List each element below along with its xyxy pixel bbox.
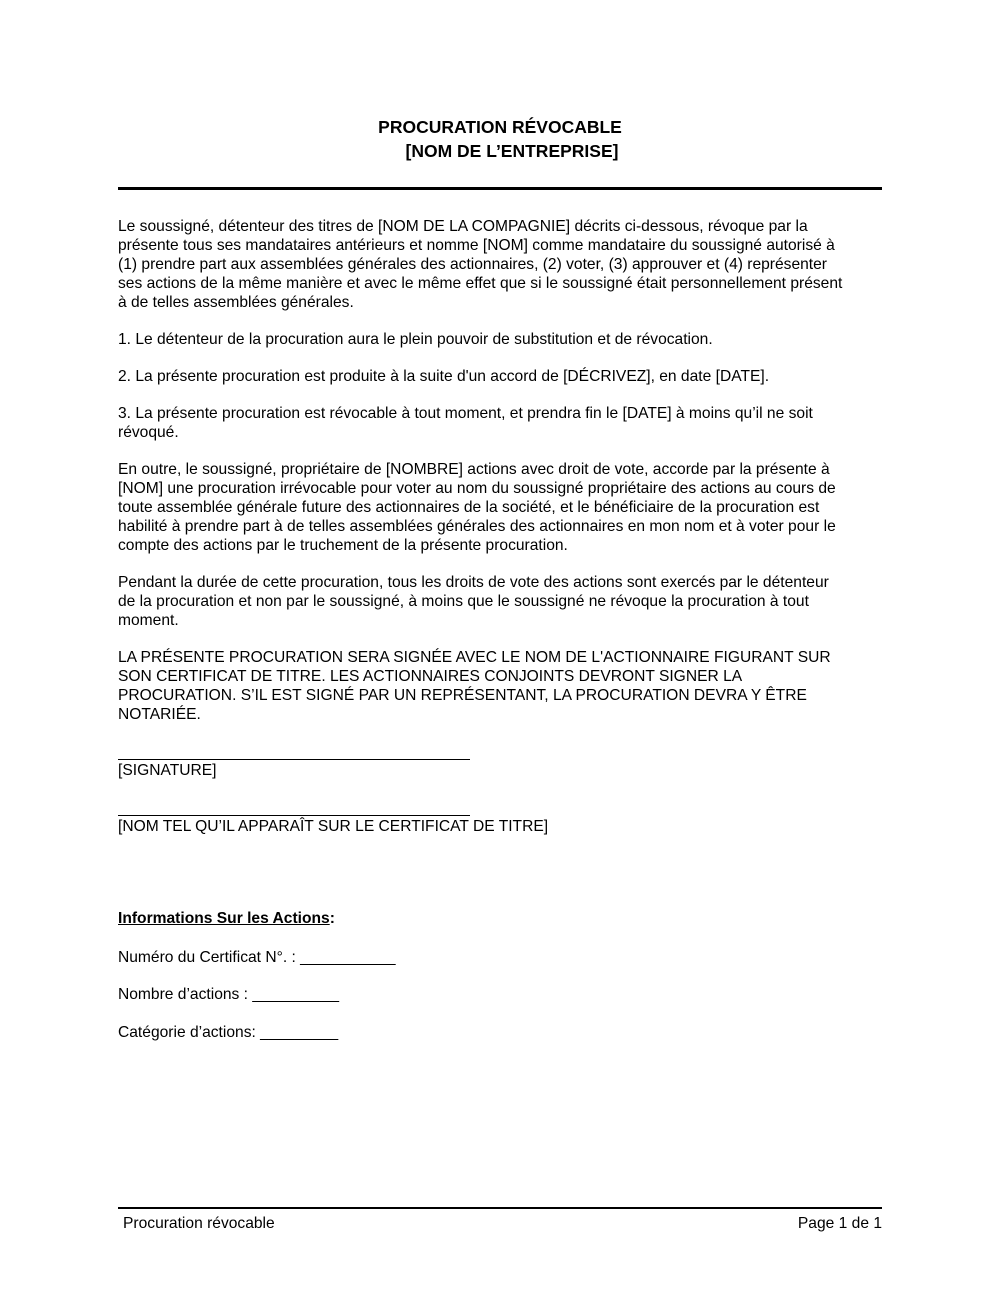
certificate-number-field: Numéro du Certificat N°. : ___________ <box>118 949 396 966</box>
intro-paragraph <box>118 217 842 312</box>
shares-heading <box>118 909 335 928</box>
text-line: compte des actions par le truchement de la présente procuration. <box>118 537 568 554</box>
name-label: [NOM TEL QU’IL APPARAÎT SUR LE CERTIFICAT DE TITRE] <box>118 818 549 835</box>
text-line: [NOM] une procuration irrévocable pour voter au nom du soussigné propriétaire des actions au cours de <box>118 480 836 497</box>
page-number: Page 1 de 1 <box>797 1215 882 1232</box>
signature-label: [SIGNATURE] <box>118 762 217 779</box>
footer-rule <box>118 1207 882 1209</box>
signing-notice <box>118 648 831 724</box>
clause-1: 1. Le détenteur de la procuration aura le plein pouvoir de substitution et de révocation. <box>118 331 713 348</box>
clause-3 <box>118 404 813 442</box>
text-line: ses actions de la même manière et avec le même effet que si le soussigné était personnellement présent <box>118 275 843 292</box>
footer-title: Procuration révocable <box>123 1215 275 1232</box>
text-line: à de telles assemblées générales. <box>118 294 354 311</box>
share-category-field: Catégorie d’actions: _________ <box>118 1024 339 1041</box>
text-line: En outre, le soussigné, propriétaire de [NOMBRE] actions avec droit de vote, accorde par la présente à <box>118 461 830 478</box>
signature-line <box>118 759 470 760</box>
text-line: révoqué. <box>118 424 179 441</box>
text-line: LA PRÉSENTE PROCURATION SERA SIGNÉE AVEC LE NOM DE L'ACTIONNAIRE FIGURANT SUR <box>118 649 831 666</box>
share-count-field: Nombre d’actions : __________ <box>118 986 340 1003</box>
text-line: 3. La présente procuration est révocable à tout moment, et prendra fin le [DATE] à moins qu’il ne soit <box>118 405 813 422</box>
clause-2: 2. La présente procuration est produite à la suite d'un accord de [DÉCRIVEZ], en date [DATE]. <box>118 368 770 385</box>
text-line: (1) prendre part aux assemblées générales des actionnaires, (2) voter, (3) approuver et (4) représenter <box>118 256 828 273</box>
document-title: PROCURATION RÉVOCABLE <box>378 117 622 137</box>
text-line: SON CERTIFICAT DE TITRE. LES ACTIONNAIRES CONJOINTS DEVRONT SIGNER LA <box>118 668 743 685</box>
text-line: PROCURATION. S’IL EST SIGNÉ PAR UN REPRÉSENTANT, LA PROCURATION DEVRA Y ÊTRE <box>118 687 807 704</box>
text-line: toute assemblée générale future des actionnaires de la société, et le bénéficiaire de la procuration est <box>118 499 820 516</box>
shares-heading-text: Informations Sur les Actions <box>118 910 330 927</box>
text-line: habilité à prendre part à de telles assemblées générales des actionnaires en mon nom et à voter pour le <box>118 518 836 535</box>
text-line: NOTARIÉE. <box>118 706 201 723</box>
text-line: présente tous ses mandataires antérieurs et nomme [NOM] comme mandataire du soussigné autorisé à <box>118 237 835 254</box>
company-name: [NOM DE L’ENTREPRISE] <box>405 141 619 161</box>
shares-heading-colon: : <box>329 910 335 927</box>
text-line: de la procuration et non par le soussigné, à moins que le soussigné ne révoque la procuration à tout <box>118 593 809 610</box>
text-line: moment. <box>118 612 179 629</box>
name-line <box>118 815 470 816</box>
irrevocable-paragraph <box>118 460 836 555</box>
text-line: Le soussigné, détenteur des titres de [NOM DE LA COMPAGNIE] décrits ci-dessous, révoque par la <box>118 218 808 235</box>
duration-paragraph <box>118 573 829 630</box>
header-rule <box>118 187 882 190</box>
text-line: Pendant la durée de cette procuration, tous les droits de vote des actions sont exercés par le détenteur <box>118 574 829 591</box>
